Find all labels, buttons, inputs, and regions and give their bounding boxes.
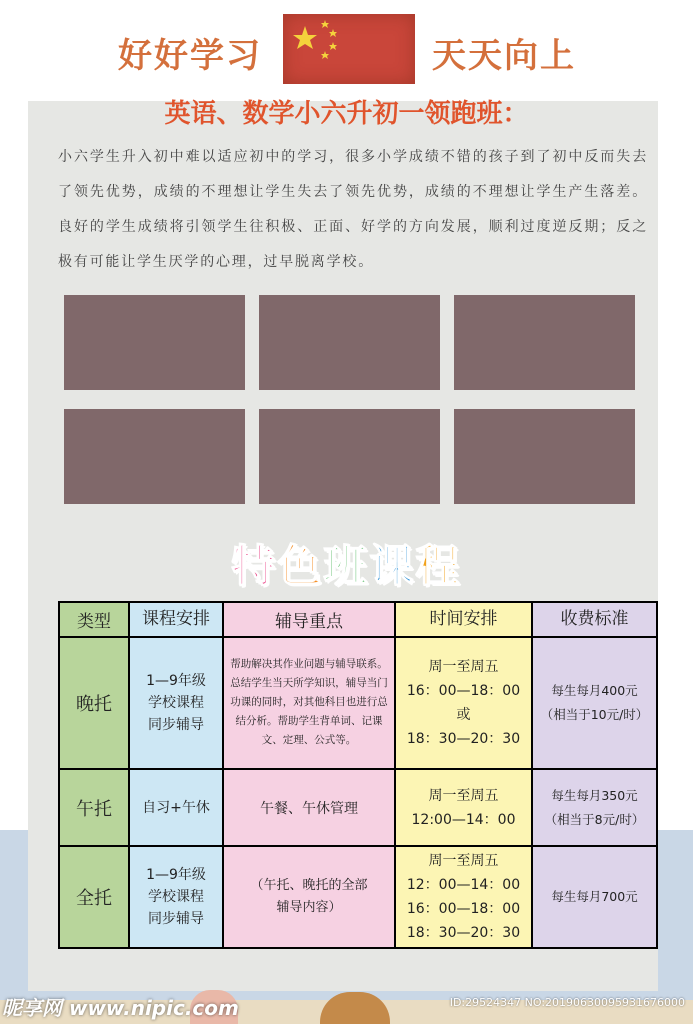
focus-cell: 午餐、午休管理 bbox=[224, 770, 394, 845]
fee-line: 每生每月400元 bbox=[551, 682, 638, 698]
fee-line: （相当于8元/时） bbox=[544, 811, 645, 827]
course-cell bbox=[130, 847, 222, 947]
header-course: 课程安排 bbox=[130, 603, 222, 636]
image-id-label: ID:29524347 NO:20190630095931676000 bbox=[449, 996, 685, 1009]
fee-line: （相当于10元/时） bbox=[540, 706, 649, 722]
time-cell bbox=[396, 638, 531, 768]
table-row bbox=[60, 770, 656, 845]
type-cell: 午托 bbox=[60, 770, 128, 845]
slogan-left: 好好学习 bbox=[118, 36, 262, 76]
header-focus: 辅导重点 bbox=[224, 603, 394, 636]
course-cell bbox=[130, 638, 222, 768]
time-cell bbox=[396, 770, 531, 845]
course-table bbox=[58, 601, 658, 949]
time-line: 18：30—20：30 bbox=[406, 925, 521, 942]
class-title: 英语、数学小六升初一领跑班： bbox=[164, 99, 529, 129]
feature-title-char: 色 bbox=[277, 541, 324, 592]
course-line: 自习+午休 bbox=[142, 799, 210, 816]
feature-title bbox=[0, 530, 693, 594]
fee-cell bbox=[533, 847, 656, 947]
time-line: 或 bbox=[456, 706, 471, 723]
feature-title-char: 程 bbox=[415, 541, 462, 592]
table-header-row bbox=[60, 603, 656, 636]
time-line: 12：00—14：00 bbox=[406, 877, 521, 894]
table-row bbox=[60, 638, 656, 768]
focus-cell: （午托、晚托的全部辅导内容） bbox=[224, 847, 394, 947]
photo-placeholder-1 bbox=[64, 295, 245, 390]
photo-placeholder-3 bbox=[454, 295, 635, 390]
header bbox=[0, 0, 693, 96]
time-line: 16：00—18：00 bbox=[406, 682, 521, 699]
photo-placeholder-6 bbox=[454, 409, 635, 504]
course-line: 1—9年级 bbox=[146, 867, 206, 884]
feature-title-char: 特 bbox=[231, 541, 278, 592]
photo-placeholder-4 bbox=[64, 409, 245, 504]
slogan-right: 天天向上 bbox=[432, 36, 576, 76]
fee-cell bbox=[533, 638, 656, 768]
time-line: 12:00—14：00 bbox=[411, 811, 516, 828]
time-line: 18：30—20：30 bbox=[406, 730, 521, 747]
china-flag-icon bbox=[283, 14, 415, 84]
fee-line: 每生每月350元 bbox=[551, 787, 638, 803]
time-line: 16：00—18：00 bbox=[406, 901, 521, 918]
photo-placeholder-5 bbox=[259, 409, 440, 504]
feature-title-char: 课 bbox=[369, 541, 416, 592]
time-line: 周一至周五 bbox=[428, 853, 499, 870]
intro-paragraph: 小六学生升入初中难以适应初中的学习，很多小学成绩不错的孩子到了初中反而失去了领先优势，成绩的不理想让学生失去了领先优势，成绩的不理想让学生产生落差。良好的学生成绩将引领学生往积极、正面、好学的方向发展，顺利过度逆反期；反之极有可能让学生厌学的心理，过早脱离学校。 bbox=[58, 149, 648, 270]
fee-cell bbox=[533, 770, 656, 845]
time-cell bbox=[396, 847, 531, 947]
course-line: 1—9年级 bbox=[146, 672, 206, 689]
focus-cell: 帮助解决其作业问题与辅导联系。总结学生当天所学知识，辅导当门功课的同时，对其他科目也进行总结分析。帮助学生背单词、记课文、定理、公式等。 bbox=[224, 638, 394, 768]
course-line: 学校课程 bbox=[148, 694, 204, 711]
course-line: 同步辅导 bbox=[148, 716, 204, 733]
feature-title-char: 班 bbox=[323, 541, 370, 592]
header-time: 时间安排 bbox=[396, 603, 531, 636]
type-cell: 全托 bbox=[60, 847, 128, 947]
time-line: 周一至周五 bbox=[428, 787, 499, 804]
course-line: 学校课程 bbox=[148, 889, 204, 906]
course-cell bbox=[130, 770, 222, 845]
course-line: 同步辅导 bbox=[148, 911, 204, 928]
type-cell: 晚托 bbox=[60, 638, 128, 768]
header-type: 类型 bbox=[60, 603, 128, 636]
table-row bbox=[60, 847, 656, 947]
header-fee: 收费标准 bbox=[533, 603, 656, 636]
photo-placeholder-2 bbox=[259, 295, 440, 390]
time-line: 周一至周五 bbox=[428, 658, 499, 675]
watermark-logo: 昵享网 www.nipic.com bbox=[2, 996, 239, 1020]
fee-line: 每生每月700元 bbox=[551, 889, 638, 905]
